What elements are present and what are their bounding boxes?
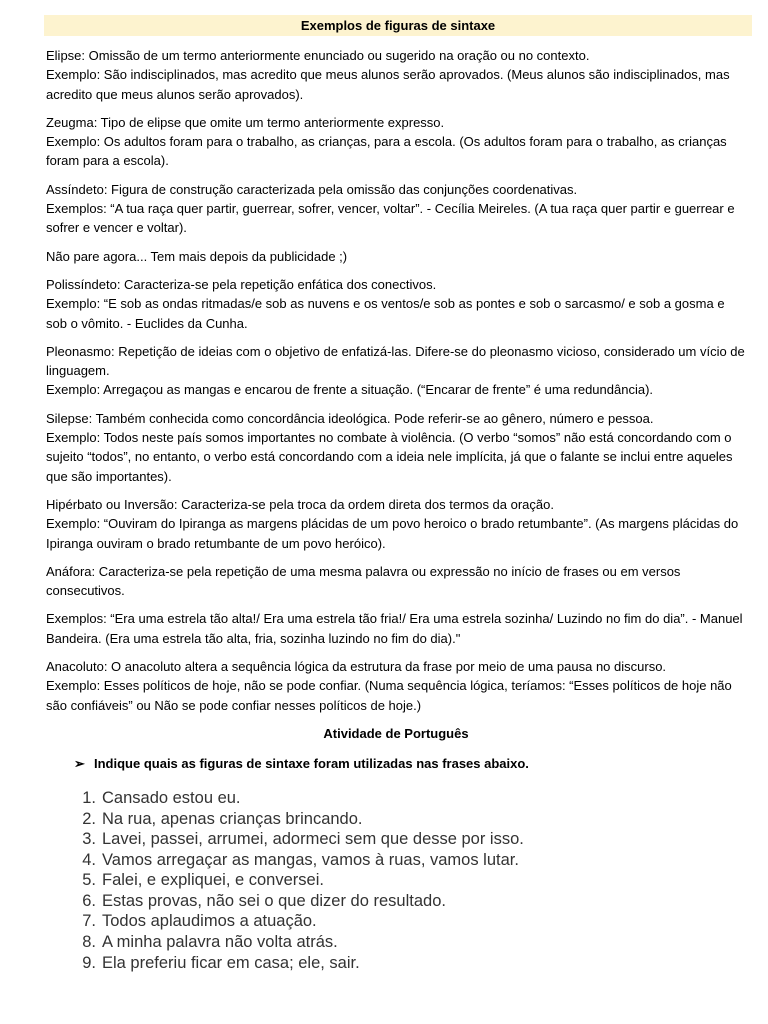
paragraph-elipse [46,46,746,104]
list-number: 6. [82,891,96,910]
paragraph-zeugma [46,113,746,171]
list-item [46,911,746,932]
paragraph-assindeto [46,180,746,238]
list-item-text: Todos aplaudimos a atuação. [102,912,317,931]
example-text: Exemplo: Esses políticos de hoje, não se pode confiar. (Numa sequência lógica, teríamos: “Esses políticos de hoje não são confiáveis” ou Não se pode confiar nesses políticos de hoje.) [46,678,732,713]
document-title: Exemplos de figuras de sintaxe [44,15,752,36]
document-body [46,46,746,973]
list-item [46,870,746,891]
example-text: Exemplo: Todos neste país somos importantes no combate à violência. (O verbo “somos” não está concordando com o sujeito “todos”, no entanto, o verbo está concordando com a ideia nele implícita, já que o falante se inclui entre aqueles que são importantes). [46,430,733,484]
example-text: Exemplo: “E sob as ondas ritmadas/e sob as nuvens e os ventos/e sob as pontes e sob o sarcasmo/ e sob a gosma e sob o vômito. - Euclides da Cunha. [46,296,725,331]
example-text: Exemplo: Os adultos foram para o trabalho, as crianças, para a escola. (Os adultos foram para o trabalho, as crianças foram para a escola). [46,134,727,169]
list-number: 1. [82,788,96,807]
list-item-text: Ela preferiu ficar em casa; ele, sair. [102,953,360,972]
list-item [46,891,746,912]
paragraph-anafora-example [46,609,746,648]
paragraph-polissindeto [46,275,746,333]
example-text: Exemplo: “Ouviram do Ipiranga as margens plácidas de um povo heroico o brado retumbante”. (As margens plácidas do Ipiranga ouviram o brado retumbante de um povo heróico). [46,516,739,551]
example-text: Exemplo: Arregaçou as mangas e encarou de frente a situação. (“Encarar de frente” é uma redundância). [46,382,654,398]
activity-title: Atividade de Português [323,725,469,741]
list-item-text: Na rua, apenas crianças brincando. [102,809,363,828]
paragraph-hiperbato [46,495,746,553]
list-item-text: A minha palavra não volta atrás. [102,933,338,952]
definition-text: Elipse: Omissão de um termo anteriormente enunciado ou sugerido na oração ou no contexto. [46,48,590,63]
list-number: 3. [82,830,96,849]
paragraph-pleonasmo [46,342,746,400]
exercise-list [46,788,746,973]
list-item-text: Lavei, passei, arrumei, adormeci sem que desse por isso. [102,830,524,849]
list-item [46,809,746,830]
activity-instruction [74,754,746,774]
arrow-bullet-icon: ➢ [74,755,85,771]
paragraph-anafora [46,562,746,601]
definition-text: Pleonasmo: Repetição de ideias com o objetivo de enfatizá-las. Difere-se do pleonasmo vicioso, considerado um vício de linguagem. [46,343,745,379]
example-text: Exemplos: “Era uma estrela tão alta!/ Era uma estrela tão fria!/ Era uma estrela sozinha/ Luzindo no fim do dia”. - Manuel Bandeira. (Era uma estrela tão alta, fria, sozinha luzindo no fim do dia)." [46,611,743,646]
definition-text: Polissíndeto: Caracteriza-se pela repetição enfática dos conectivos. [46,276,437,292]
definition-text: Zeugma: Tipo de elipse que omite um termo anteriormente expresso. [46,114,445,130]
paragraph-anacoluto [46,657,746,715]
definition-text: Anacoluto: O anacoluto altera a sequência lógica da estrutura da frase por meio de uma pausa no discurso. [46,659,667,675]
list-item [46,829,746,850]
list-item [46,953,746,974]
list-number: 7. [82,912,96,931]
list-item-text: Vamos arregaçar as mangas, vamos à ruas, vamos lutar. [102,850,519,869]
list-item-text: Falei, e expliquei, e conversei. [102,871,324,890]
list-number: 8. [82,933,96,952]
definition-text: Anáfora: Caracteriza-se pela repetição de uma mesma palavra ou expressão no início de frases ou em versos consecutivos. [46,563,681,599]
list-item [46,932,746,953]
paragraph-ad-notice [46,247,746,266]
instruction-text: Indique quais as figuras de sintaxe foram utilizadas nas frases abaixo. [94,755,529,771]
notice-text: Não pare agora... Tem mais depois da publicidade ;) [46,248,348,264]
list-number: 4. [82,850,96,869]
list-number: 2. [82,809,96,828]
example-text: Exemplos: “A tua raça quer partir, guerrear, sofrer, vencer, voltar”. - Cecília Meireles. (A tua raça quer partir e guerrear e sofrer e vencer e voltar). [46,201,735,236]
definition-text: Assíndeto: Figura de construção caracterizada pela omissão das conjunções coordenativas. [46,181,578,197]
list-item-text: Estas provas, não sei o que dizer do resultado. [102,891,446,910]
list-item-text: Cansado estou eu. [102,788,241,807]
list-item [46,850,746,871]
example-text: Exemplo: São indisciplinados, mas acredito que meus alunos serão aprovados. (Meus alunos são indisciplinados, mas acredito que meus alunos serão aprovados). [46,67,730,102]
definition-text: Hipérbato ou Inversão: Caracteriza-se pela troca da ordem direta dos termos da oração. [46,496,554,512]
paragraph-silepse [46,409,746,486]
list-number: 9. [82,953,96,972]
list-number: 5. [82,871,96,890]
definition-text: Silepse: Também conhecida como concordância ideológica. Pode referir-se ao gênero, número e pessoa. [46,410,654,426]
list-item [46,788,746,809]
